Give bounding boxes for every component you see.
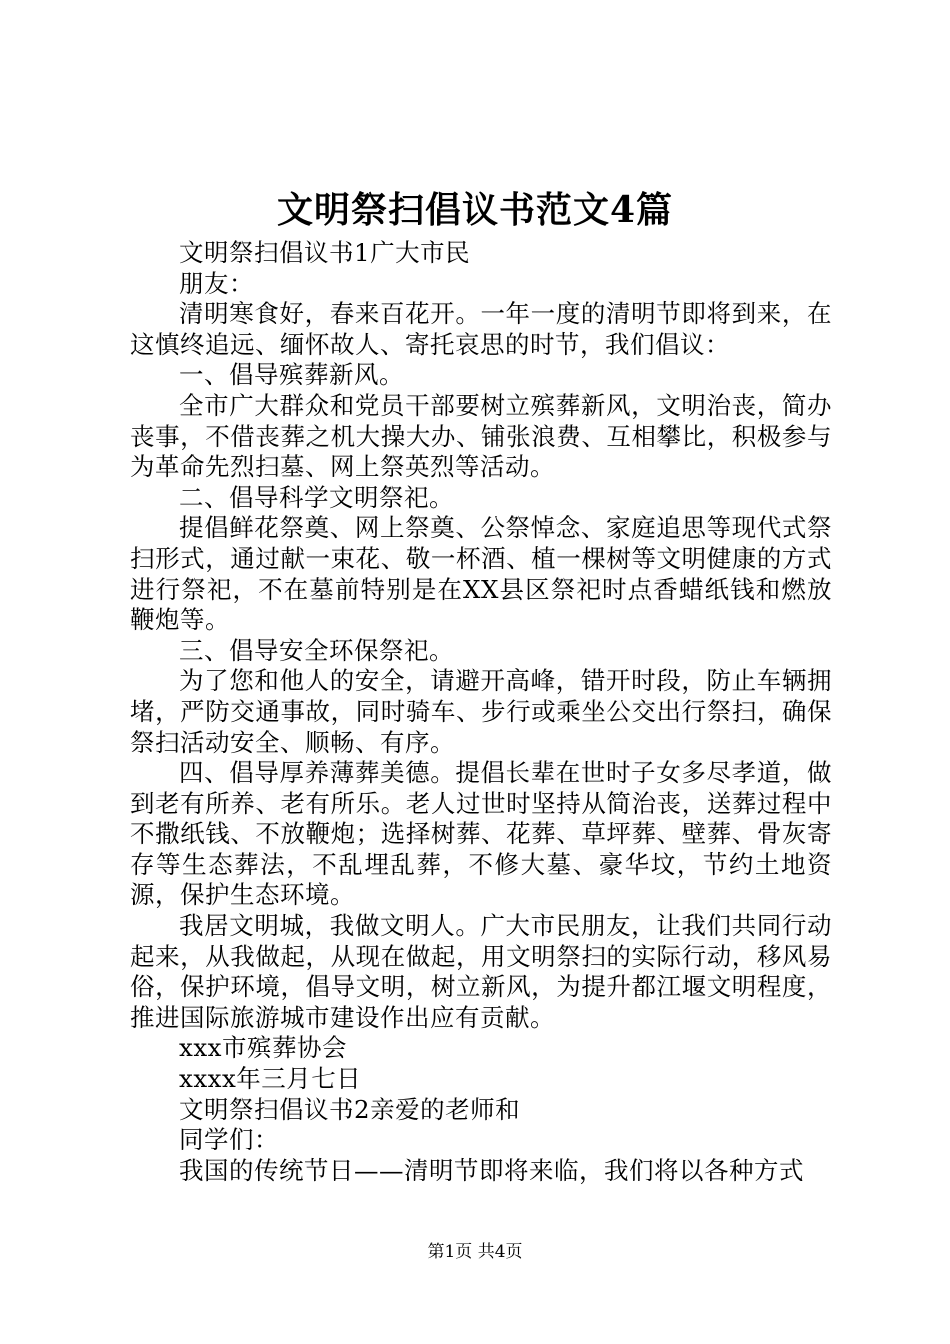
paragraph-12: xxx市殡葬协会 — [179, 1033, 347, 1063]
paragraph-3: 清明寒食好，春来百花开。一年一度的清明节即将到来，在这慎终追远、缅怀故人、寄托哀思的时节，我们倡议： — [130, 299, 832, 359]
paragraph-15: 同学们： — [179, 1125, 279, 1155]
paragraph-1: 文明祭扫倡议书1广大市民 — [179, 238, 471, 267]
paragraph-16: 我国的传统节日——清明节即将来临，我们将以各种方式 — [179, 1155, 804, 1185]
document-body — [130, 238, 832, 1186]
paragraph-4: 一、倡导殡葬新风。 — [179, 360, 404, 390]
paragraph-8: 三、倡导安全环保祭祀。 — [179, 635, 454, 665]
paragraph-13: xxxx年三月七日 — [179, 1064, 362, 1094]
document-title: 文明祭扫倡议书范文4篇 — [276, 189, 674, 231]
page-number-footer: 第1页 共4页 — [427, 1242, 523, 1262]
paragraph-2: 朋友： — [179, 268, 254, 298]
paragraph-14: 文明祭扫倡议书2亲爱的老师和 — [179, 1094, 521, 1124]
paragraph-10: 四、倡导厚养薄葬美德。提倡长辈在世时子女多尽孝道，做到老有所养、老有所乐。老人过世时坚持从简治丧，送葬过程中不撒纸钱、不放鞭炮；选择树葬、花葬、草坪葬、壁葬、骨灰寄存等生态葬法，不乱埋乱葬，不修大墓、豪华坟，节约土地资源，保护生态环境。 — [130, 758, 832, 910]
paragraph-6: 二、倡导科学文明祭祀。 — [179, 482, 454, 512]
paragraph-11: 我居文明城，我做文明人。广大市民朋友，让我们共同行动起来，从我做起，从现在做起，用文明祭扫的实际行动，移风易俗，保护环境，倡导文明，树立新风，为提升都江堰文明程度，推进国际旅游城市建设作出应有贡献。 — [130, 911, 832, 1032]
paragraph-7: 提倡鲜花祭奠、网上祭奠、公祭悼念、家庭追思等现代式祭扫形式，通过献一束花、敬一杯酒、植一棵树等文明健康的方式进行祭祀，不在墓前特别是在XX县区祭祀时点香蜡纸钱和燃放鞭炮等。 — [130, 513, 832, 635]
paragraph-5: 全市广大群众和党员干部要树立殡葬新风，文明治丧，简办丧事，不借丧葬之机大操大办、铺张浪费、互相攀比，积极参与为革命先烈扫墓、网上祭英烈等活动。 — [130, 390, 832, 482]
paragraph-9: 为了您和他人的安全，请避开高峰，错开时段，防止车辆拥堵，严防交通事故，同时骑车、步行或乘坐公交出行祭扫，确保祭扫活动安全、顺畅、有序。 — [130, 666, 832, 757]
